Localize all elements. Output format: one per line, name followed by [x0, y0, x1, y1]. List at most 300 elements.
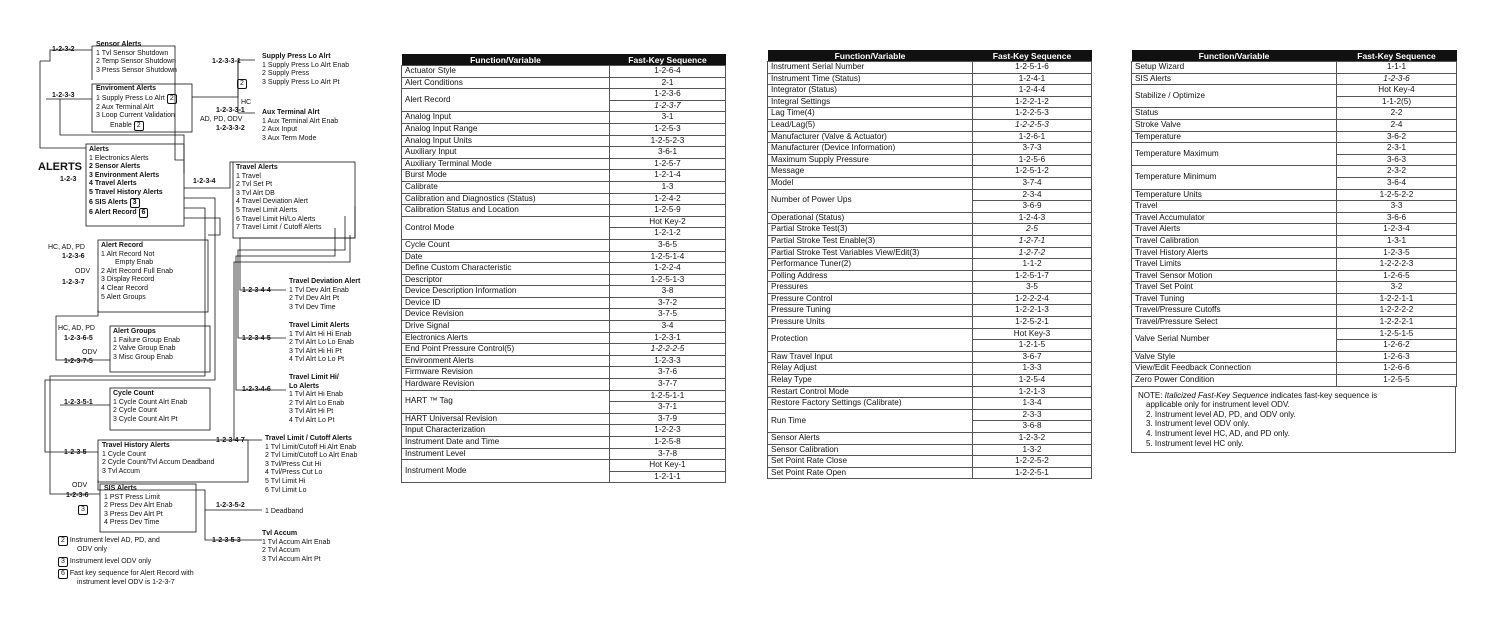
legend-text: Instrument level AD, PD, and: [69, 537, 160, 544]
note-italic: Italicized Fast-Key Sequence: [1164, 390, 1269, 400]
function-cell: Maximum Supply Pressure: [768, 154, 973, 166]
table-row: [402, 425, 726, 437]
function-cell: Performance Tuner(2): [768, 259, 973, 271]
cycle-count-item[interactable]: 2 Cycle Count: [113, 407, 157, 415]
cycle-count-item[interactable]: 1 Cycle Count Alrt Enab: [113, 398, 188, 406]
travel-deviation-item[interactable]: 3 Tvl Dev Time: [289, 303, 336, 311]
table-row: [768, 433, 1092, 445]
function-cell: Integrator (Status): [768, 85, 973, 97]
legend-badge: 3: [58, 557, 68, 567]
table-row: [768, 259, 1092, 271]
fast-key-cell: 1-2-4-4: [973, 85, 1092, 97]
fast-key-cell: 1-2-1-3: [973, 386, 1092, 398]
fast-key-cell: 1-2-5-1-3: [610, 274, 726, 286]
function-cell: Auxiliary Input: [402, 147, 610, 159]
fast-key-cell: 1-2-1-1: [610, 471, 726, 483]
alert-groups-key2: 1-2-3-7-5: [64, 358, 93, 365]
function-cell: Pressure Control: [768, 293, 973, 305]
supply-press-item[interactable]: 3 Supply Press Lo Alrt Pt: [262, 78, 340, 86]
fast-key-cell: 1-2-6-5: [1337, 270, 1457, 282]
alerts-menu-item[interactable]: 2 Sensor Alerts: [89, 163, 141, 171]
alert-record-item[interactable]: 3 Display Record: [101, 276, 155, 284]
alert-record-key-mid: ODV: [75, 268, 91, 275]
function-cell: Instrument Time (Status): [768, 73, 973, 85]
travel-deviation-menu: [289, 278, 360, 312]
alert-groups-key-mid: ODV: [82, 349, 98, 356]
note-line: 5. Instrument level HC only.: [1146, 438, 1244, 448]
table-row: [402, 193, 726, 205]
table-row: [768, 73, 1092, 85]
function-cell: Relay Type: [768, 375, 973, 387]
table-row: [768, 154, 1092, 166]
note-line: 3. Instrument level ODV only.: [1146, 419, 1250, 429]
sis-alerts-key: 1-2-3-6: [66, 492, 89, 499]
fast-key-cell: 1-2-5-3: [610, 123, 726, 135]
fast-key-cell: 1-2-3-2: [973, 433, 1092, 445]
function-cell: Restore Factory Settings (Calibrate): [768, 398, 973, 410]
table-row: [768, 375, 1092, 387]
table-row: [1132, 131, 1457, 143]
table-row: [768, 177, 1092, 189]
table-row: [768, 386, 1092, 398]
alert-groups-item[interactable]: 1 Failure Group Enab: [113, 336, 180, 344]
fast-key-cell: 1-2-5-2-3: [610, 135, 726, 147]
fast-key-cell: 3-7-8: [610, 448, 726, 460]
function-cell: Sensor Alerts: [768, 433, 973, 445]
sis-alerts-item[interactable]: 2 Press Dev Alrt Enab: [104, 502, 173, 510]
fast-key-cell: Hot Key-2: [610, 216, 726, 228]
note-suffix: indicates fast-key sequence is: [1268, 390, 1378, 400]
function-cell: Alert Conditions: [402, 77, 610, 89]
alerts-menu-item[interactable]: 3 Environment Alerts: [89, 171, 160, 179]
fast-key-cell: 1-2-1-4: [610, 170, 726, 182]
function-cell: Relay Adjust: [768, 363, 973, 375]
alerts-menu-item-label: 6 SIS Alerts: [89, 198, 128, 206]
tvl-accum-title: Tvl Accum: [262, 530, 298, 537]
table-2: [767, 50, 1092, 479]
function-cell: Travel/Pressure Select: [1132, 317, 1337, 329]
alerts-menu-item[interactable]: 1 Electronics Alerts: [89, 154, 149, 162]
travel-history-item[interactable]: 1 Cycle Count: [102, 450, 146, 458]
fast-key-cell: 2-4: [1337, 119, 1457, 131]
travel-cutoff-item[interactable]: 6 Tvl Limit Lo: [265, 486, 307, 494]
function-cell: Travel Alerts: [1132, 224, 1337, 236]
fast-key-cell: 1-1-2: [973, 259, 1092, 271]
table-row: [1132, 166, 1457, 178]
fast-key-table-2: [767, 50, 1092, 479]
fast-key-table-1: [401, 54, 726, 483]
fast-key-cell: 1-2-2-2-2: [1337, 305, 1457, 317]
fast-key-cell: 1-2-5-1-1: [610, 390, 726, 402]
table-row: [402, 112, 726, 124]
travel-limit-item[interactable]: 1 Tvl Alrt Hi Hi Enab: [289, 330, 352, 338]
environment-alerts-title: Enviroment Alerts: [96, 85, 157, 92]
tvl-accum-menu: [262, 530, 330, 564]
function-cell: Valve Serial Number: [1132, 328, 1337, 351]
table-row: [402, 181, 726, 193]
fast-key-cell: 1-2-5-4: [973, 375, 1092, 387]
menu-legend: [58, 536, 194, 587]
travel-limit-hilo-item[interactable]: 2 Tvl Alrt Lo Enab: [289, 399, 345, 407]
fast-key-cell: Hot Key-4: [1337, 85, 1457, 97]
alerts-root-label: ALERTS: [38, 161, 82, 173]
tvl-accum-item[interactable]: 2 Tvl Accum: [262, 547, 300, 555]
fast-key-cell: 1-2-5-2-2: [1337, 189, 1457, 201]
alert-groups-key-top: HC, AD, PD: [58, 325, 95, 332]
fast-key-cell: 3-6-5: [610, 239, 726, 251]
fast-key-cell: 3-6-7: [973, 351, 1092, 363]
aux-terminal-key-mid: AD, PD, ODV: [200, 116, 243, 123]
header-function: Function/Variable: [402, 54, 610, 66]
fast-key-cell: 1-2-2-5-3: [973, 119, 1092, 131]
travel-limit-key: 1-2-3-4-5: [242, 335, 271, 342]
sis-alerts-menu: [104, 485, 172, 528]
alerts-menu-item[interactable]: [89, 198, 163, 208]
function-cell: Pressures: [768, 282, 973, 294]
sensor-alerts-item[interactable]: 1 Tvl Sensor Shutdown: [96, 49, 169, 57]
sis-alerts-title: SIS Alerts: [104, 485, 137, 492]
fast-key-cell: 3-3: [1337, 201, 1457, 213]
fast-key-cell: 1-2-5-2-1: [973, 317, 1092, 329]
fast-key-cell: 3-7-7: [610, 379, 726, 391]
cycle-count-title: Cycle Count: [113, 390, 154, 397]
table-row: [1132, 119, 1457, 131]
alerts-menu-item[interactable]: 4 Travel Alerts: [89, 180, 137, 188]
travel-limit-item[interactable]: 3 Tvl Alrt Hi Hi Pt: [289, 347, 342, 355]
badge-two: 2: [134, 121, 144, 131]
alerts-menu-item[interactable]: [89, 208, 163, 218]
travel-limit-item[interactable]: 2 Tvl Alrt Lo Lo Enab: [289, 339, 354, 347]
table-row: [402, 379, 726, 391]
badge-two-box: 2: [237, 79, 247, 89]
supply-press-item[interactable]: 1 Supply Press Lo Alrt Enab: [262, 61, 350, 69]
table-row: [402, 89, 726, 101]
table-row: [768, 62, 1092, 74]
aux-terminal-menu: [262, 109, 338, 143]
table-row: [768, 119, 1092, 131]
alert-record-key-top: HC, AD, PD: [48, 244, 85, 251]
table-row: [402, 251, 726, 263]
legend-badge: 6: [58, 569, 68, 579]
fast-key-cell: 3-4: [610, 321, 726, 333]
alerts-menu-item[interactable]: 5 Travel History Alerts: [89, 188, 163, 196]
alert-record-item[interactable]: Empty Enab: [115, 259, 154, 267]
alert-groups-item[interactable]: 3 Misc Group Enab: [113, 353, 173, 361]
fast-key-cell: 1-2-3-5: [1337, 247, 1457, 259]
travel-alerts-item[interactable]: 4 Travel Deviation Alert: [236, 198, 308, 206]
fast-key-cell: 1-2-5-9: [610, 205, 726, 217]
fast-key-cell: 1-2-4-1: [973, 73, 1092, 85]
menu-tree: [0, 0, 395, 629]
fast-key-cell: 3-2: [1337, 282, 1457, 294]
function-cell: Define Custom Characteristic: [402, 263, 610, 275]
travel-cutoff-item[interactable]: 1 Tvl Limit/Cutoff Hi Alrt Enab: [265, 443, 357, 451]
travel-limit-hilo-item[interactable]: 4 Tvl Alrt Lo Pt: [289, 416, 335, 424]
table-row: [768, 108, 1092, 120]
note-line: 4. Instrument level HC, AD, and PD only.: [1146, 429, 1290, 438]
table-row: [402, 274, 726, 286]
table-row: [402, 123, 726, 135]
fast-key-cell: 3-6-1: [610, 147, 726, 159]
aux-terminal-item[interactable]: 2 Aux Input: [262, 126, 298, 134]
travel-limit-hilo-item[interactable]: 3 Tvl Alrt Hi Pt: [289, 408, 334, 416]
fast-key-cell: 2-3-1: [1337, 143, 1457, 155]
table-row: [402, 170, 726, 182]
fast-key-cell: 1-2-5-8: [610, 437, 726, 449]
fast-key-cell: 1-2-5-6: [973, 154, 1092, 166]
table-header-row: [1132, 50, 1457, 62]
note-line: 2. Instrument level AD, PD, and ODV only.: [1146, 409, 1296, 419]
fast-key-cell: 1-3-3: [973, 363, 1092, 375]
fast-key-cell: 3-6-8: [973, 421, 1092, 433]
function-cell: Temperature Minimum: [1132, 166, 1337, 189]
table-row: [1132, 293, 1457, 305]
header-fast-key: Fast-Key Sequence: [973, 50, 1092, 62]
supply-press-item[interactable]: 2 Supply Press: [262, 70, 310, 78]
function-cell: Stabilize / Optimize: [1132, 85, 1337, 108]
table-row: [768, 282, 1092, 294]
table-row: [1132, 363, 1457, 375]
function-cell: Hardware Revision: [402, 379, 610, 391]
travel-limit-item[interactable]: 4 Tvl Alrt Lo Lo Pt: [289, 356, 345, 364]
function-cell: Date: [402, 251, 610, 263]
function-cell: Status: [1132, 108, 1337, 120]
travel-cutoff-item[interactable]: 5 Tvl Limit Hi: [265, 477, 306, 485]
function-cell: Environment Alerts: [402, 355, 610, 367]
fast-key-cell: 1-1-2(5): [1337, 96, 1457, 108]
table-header-row: [402, 54, 726, 66]
fast-key-cell: 1-2-2-2-3: [1337, 259, 1457, 271]
fast-key-cell: 1-2-3-7: [610, 100, 726, 112]
travel-limit-hilo-item[interactable]: 1 Tvl Alrt Hi Enab: [289, 391, 343, 399]
supply-press-key: 1-2-3-3-1: [212, 58, 241, 65]
aux-terminal-key2: 1-2-3-3-2: [216, 125, 245, 132]
function-cell: Message: [768, 166, 973, 178]
fast-key-cell: 1-2-2-5-2: [973, 456, 1092, 468]
alert-record-item[interactable]: 5 Alert Groups: [101, 293, 146, 301]
fast-key-cell: 1-2-2-2-4: [973, 293, 1092, 305]
cycle-count-item[interactable]: 3 Cycle Count Alrt Pt: [113, 415, 178, 423]
sis-alerts-item[interactable]: 3 Press Dev Alrt Pt: [104, 510, 163, 518]
fast-key-cell: 1-2-1-2: [610, 228, 726, 240]
fast-key-cell: 1-3-2: [973, 444, 1092, 456]
tvl-accum-item[interactable]: 1 Tvl Accum Alrt Enab: [262, 538, 331, 546]
fast-key-cell: 3-6-2: [1337, 131, 1457, 143]
function-cell: Protection: [768, 328, 973, 351]
travel-alerts-item[interactable]: 7 Travel Limit / Cutoff Alerts: [236, 224, 322, 232]
travel-deviation-item[interactable]: 2 Tvl Dev Alrt Pt: [289, 295, 340, 303]
sis-alerts-item[interactable]: 4 Press Dev Time: [104, 519, 160, 527]
table-header-row: [768, 50, 1092, 62]
function-cell: Calibrate: [402, 181, 610, 193]
fast-key-cell: 1-2-3-1: [610, 332, 726, 344]
function-cell: Descriptor: [402, 274, 610, 286]
function-cell: Manufacturer (Valve & Actuator): [768, 131, 973, 143]
table-row: [768, 131, 1092, 143]
aux-terminal-item[interactable]: 1 Aux Terminal Alrt Enab: [262, 117, 339, 125]
table-row: [768, 293, 1092, 305]
travel-history-menu: [102, 442, 214, 476]
table-row: [1132, 85, 1457, 97]
note-line: [1138, 391, 1449, 401]
deadband-key: 1-2-3-5-2: [216, 502, 245, 509]
function-cell: Instrument Mode: [402, 460, 610, 483]
table-row: [1132, 73, 1457, 85]
function-cell: Lag Time(4): [768, 108, 973, 120]
environment-alerts-item[interactable]: 2 Aux Terminal Alrt: [96, 103, 154, 111]
deadband-item[interactable]: 1 Deadband: [265, 508, 304, 515]
environment-alerts-item[interactable]: 3 Loop Current Validation: [96, 112, 175, 120]
fast-key-table-3: [1131, 50, 1457, 453]
table-row: [768, 166, 1092, 178]
aux-terminal-item[interactable]: 3 Aux Term Mode: [262, 134, 317, 142]
function-cell: Calibration and Diagnostics (Status): [402, 193, 610, 205]
function-cell: Actuator Style: [402, 66, 610, 78]
function-cell: HART Universal Revision: [402, 413, 610, 425]
sensor-alerts-menu: [96, 41, 177, 75]
travel-limit-title: Travel Limit Alerts: [289, 322, 350, 329]
alert-record-item[interactable]: 2 Alrt Record Full Enab: [101, 267, 173, 275]
function-cell: Operational (Status): [768, 212, 973, 224]
alert-record-item[interactable]: 1 Alrt Record Not: [101, 250, 155, 258]
table-row: [402, 460, 726, 472]
badge-two: [237, 79, 247, 89]
travel-cutoff-item[interactable]: 4 Tvl/Press Cut Lo: [265, 469, 323, 477]
table-row: [768, 96, 1092, 108]
fast-key-cell: 1-2-2-1-2: [973, 96, 1092, 108]
fast-key-cell: Hot Key-3: [973, 328, 1092, 340]
function-cell: Analog Input Range: [402, 123, 610, 135]
fast-key-cell: 1-2-6-6: [1337, 363, 1457, 375]
table-row: [1132, 247, 1457, 259]
table-row: [1132, 108, 1457, 120]
table-row: [1132, 375, 1457, 387]
fast-key-cell: 2-1: [610, 77, 726, 89]
travel-history-item[interactable]: 2 Cycle Count/Tvl Accum Deadband: [102, 459, 215, 467]
function-cell: Partial Stroke Test Variables View/Edit(3): [768, 247, 973, 259]
function-cell: Temperature: [1132, 131, 1337, 143]
travel-alerts-key: 1-2-3-4: [193, 178, 216, 185]
function-cell: Stroke Valve: [1132, 119, 1337, 131]
function-cell: Travel Set Point: [1132, 282, 1337, 294]
table-row: [1132, 201, 1457, 213]
fast-key-cell: 3-1: [610, 112, 726, 124]
table-row: [1132, 224, 1457, 236]
environment-alerts-item[interactable]: [96, 121, 177, 131]
fast-key-cell: 1-2-1-5: [973, 340, 1092, 352]
alert-groups-item[interactable]: 2 Valve Group Enab: [113, 345, 176, 353]
badge-two: 2: [167, 94, 177, 104]
table-row: [1132, 212, 1457, 224]
travel-alerts-item[interactable]: 3 Tvl Alrt DB: [236, 189, 275, 197]
header-function: Function/Variable: [768, 50, 973, 62]
table-row: [768, 409, 1092, 421]
fast-key-cell: 1-2-4-3: [973, 212, 1092, 224]
function-cell: Polling Address: [768, 270, 973, 282]
function-cell: Analog Input: [402, 112, 610, 124]
fast-key-cell: 1-2-7-2: [973, 247, 1092, 259]
table-row: [768, 456, 1092, 468]
function-cell: Analog Input Units: [402, 135, 610, 147]
fast-key-cell: 1-3-1: [1337, 235, 1457, 247]
fast-key-cell: 1-2-6-1: [973, 131, 1092, 143]
function-cell: Model: [768, 177, 973, 189]
travel-limit-hilo-menu: [289, 374, 344, 426]
table-row: [402, 448, 726, 460]
sensor-alerts-title: Sensor Alerts: [96, 41, 142, 48]
sensor-alerts-key: 1-2-3-2: [52, 46, 75, 53]
table-row: [402, 344, 726, 356]
table-row: [402, 263, 726, 275]
tvl-accum-item[interactable]: 3 Tvl Accum Alrt Pt: [262, 555, 321, 563]
travel-deviation-item[interactable]: 1 Tvl Dev Alrt Enab: [289, 286, 349, 294]
table-row: [768, 270, 1092, 282]
function-cell: Set Point Rate Open: [768, 467, 973, 479]
travel-cutoff-item[interactable]: 3 Tvl/Press Cut Hi: [265, 460, 322, 468]
legend-text: ODV only: [77, 546, 107, 553]
fast-key-cell: 3-7-3: [973, 143, 1092, 155]
function-cell: Sensor Calibration: [768, 444, 973, 456]
travel-cutoff-key: 1-2-3-4-7: [216, 437, 245, 444]
fast-key-cell: 1-2-6-4: [610, 66, 726, 78]
function-cell: Raw Travel Input: [768, 351, 973, 363]
travel-cutoff-title: Travel Limit / Cutoff Alerts: [265, 435, 352, 442]
alerts-menu: [89, 146, 163, 218]
function-cell: Travel/Pressure Cutoffs: [1132, 305, 1337, 317]
function-cell: Integral Settings: [768, 96, 973, 108]
fast-key-cell: 1-2-5-7: [610, 158, 726, 170]
travel-alerts-item[interactable]: 1 Travel: [236, 172, 261, 180]
travel-history-item[interactable]: 3 Tvl Accum: [102, 467, 140, 475]
table-row: [768, 224, 1092, 236]
table-row: [1132, 351, 1457, 363]
sensor-alerts-item[interactable]: 3 Press Sensor Shutdown: [96, 66, 177, 74]
function-cell: Travel Calibration: [1132, 235, 1337, 247]
travel-alerts-item[interactable]: 6 Travel Limit Hi/Lo Alerts: [236, 215, 316, 223]
travel-deviation-title: Travel Deviation Alert: [289, 278, 361, 285]
function-cell: Device Revision: [402, 309, 610, 321]
table-row: [768, 398, 1092, 410]
sis-alerts-item[interactable]: 1 PST Press Limit: [104, 493, 160, 501]
table-row: [768, 444, 1092, 456]
function-cell: Travel Accumulator: [1132, 212, 1337, 224]
function-cell: Travel: [1132, 201, 1337, 213]
travel-alerts-item[interactable]: 2 Tvl Set Pt: [236, 181, 273, 189]
fast-key-cell: 2-3-3: [973, 409, 1092, 421]
function-cell: Partial Stroke Test(3): [768, 224, 973, 236]
table-3: [1131, 50, 1457, 387]
alert-record-item[interactable]: 4 Clear Record: [101, 284, 149, 292]
note-prefix: NOTE:: [1138, 390, 1165, 400]
fast-key-cell: 3-8: [610, 286, 726, 298]
alert-record-title: Alert Record: [101, 242, 144, 249]
alert-groups-key1: 1-2-3-6-5: [64, 335, 93, 342]
travel-alerts-item[interactable]: 5 Travel Limit Alerts: [236, 206, 298, 214]
function-cell: Setup Wizard: [1132, 62, 1337, 74]
environment-alerts-item[interactable]: [96, 94, 177, 104]
travel-cutoff-item[interactable]: 2 Tvl Limit/Cutoff Lo Alrt Enab: [265, 452, 358, 460]
sensor-alerts-item[interactable]: 2 Temp Sensor Shutdown: [96, 58, 177, 66]
function-cell: Set Point Rate Close: [768, 456, 973, 468]
table-row: [768, 363, 1092, 375]
table-row: [1132, 317, 1457, 329]
fast-key-cell: 2-5: [973, 224, 1092, 236]
function-cell: Restart Control Mode: [768, 386, 973, 398]
travel-limit-hilo-title: Travel Limit Hi/: [289, 374, 339, 381]
table-row: [768, 235, 1092, 247]
fast-key-cell: 3-6-4: [1337, 177, 1457, 189]
travel-limit-hilo-key: 1-2-3-4-6: [242, 386, 271, 393]
